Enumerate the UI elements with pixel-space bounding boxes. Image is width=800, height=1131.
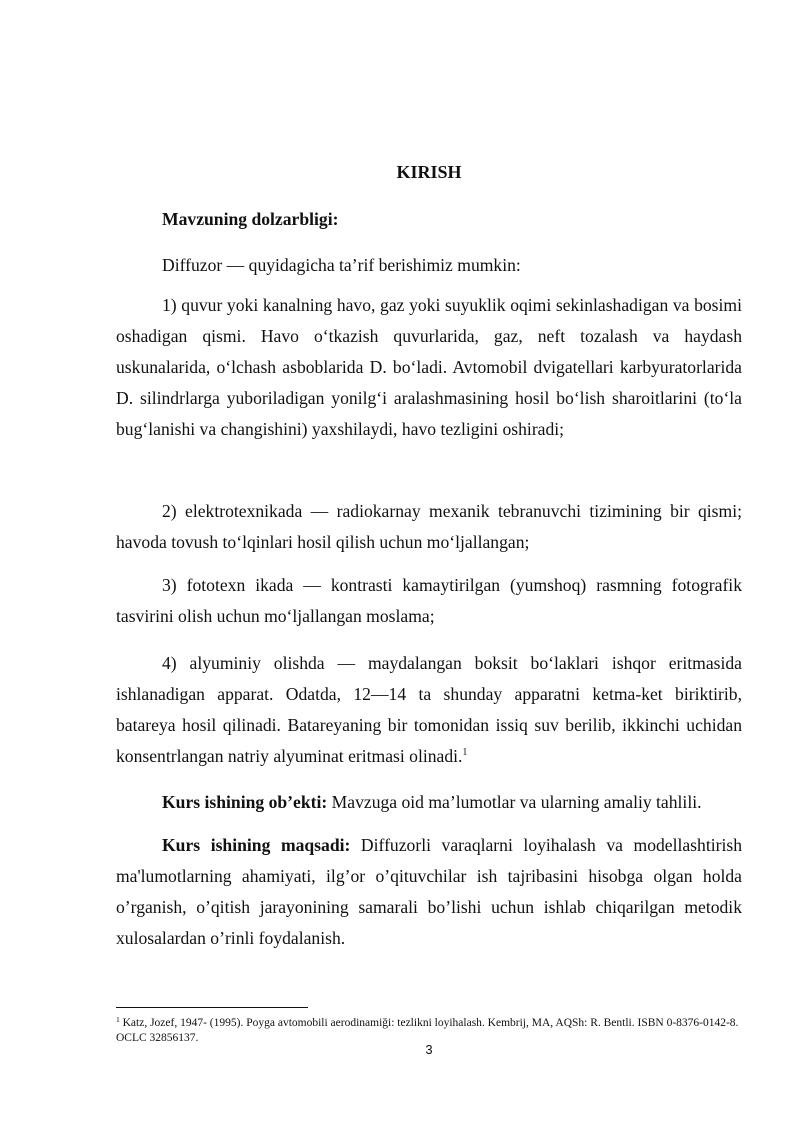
footnote-text: Katz, Jozef, 1947- (1995). Poyga avtomobili aerodinamiği: tezlikni loyihalash. Kembrij, MA, AQSh: R. Bentli. ISBN 0-8376-0142-8. OCLC 32856137. [116,1017,739,1044]
course-goal-paragraph [116,830,742,954]
definition-item-4 [116,648,742,772]
footnote-divider [116,1007,308,1008]
page-number: 3 [425,1042,433,1057]
definition-item-4-text: 4) alyuminiy olishda — maydalangan boksit bo‘laklari ishqor eritmasida ishlanadigan apparat. Odatda, 12—14 ta shunday apparatni ketma-ket biriktirib, batareya hosil qilinadi. Batareyaning bir tomonidan issiq suv berilib, ikkinchi uchidan konsentrlangan natriy alyuminat eritmasi olinadi. [116,653,742,766]
course-object-paragraph [116,787,742,818]
course-goal-text: Diffuzorli varaqlarni loyihalash va modellashtirish ma'lumotlarning ahamiyati, ilg’or o’qituvchilar ish tajribasini hisobga olgan holda o’rganish, o’qitish jarayonining samarali bo’lishi uchun ishlab chiqarilgan metodik xulosalardan o’rinli foydalanish. [116,835,742,948]
definition-item-1: 1) quvur yoki kanalning havo, gaz yoki suyuklik oqimi sekinlashadigan va bosimi oshadigan qismi. Havo o‘tkazish quvurlarida, gaz, neft tozalash va haydash uskunalarida, o‘lchash asboblarida D. bo‘ladi. Avtomobil dvigatellari karbyuratorlarida D. silindrlarga yuboriladigan yonilg‘i aralashmasining hosil bo‘lish sharoitlarini (to‘la bug‘lanishi va changishini) yaxshilaydi, havo tezligini oshiradi; [116,295,742,439]
definition-intro: Diffuzor — quyidagicha ta’rif berishimiz mumkin: [162,255,521,275]
course-object-text: Mavzuga oid ma’lumotlar va ularning amaliy tahlili. [327,792,702,812]
section-heading: KIRISH [396,162,462,182]
footnote-reference[interactable]: 1 [462,747,468,758]
relevance-title: Mavzuning dolzarbligi: [162,209,339,229]
course-object-label: Kurs ishining ob’ekti: [162,792,328,812]
definition-item-3: 3) fototexn ikada — kontrasti kamaytirilgan (yumshoq) rasmning fotografik tasvirini olish uchun mo‘ljallangan moslama; [116,575,742,626]
course-goal-label: Kurs ishining maqsadi: [162,835,351,855]
definition-item-2: 2) elektrotexnikada — radiokarnay mexanik tebranuvchi tizimining bir qismi; havoda tovush to‘lqinlari hosil qilish uchun mo‘ljallangan; [116,501,742,552]
footnote-marker: 1 [116,1015,120,1024]
